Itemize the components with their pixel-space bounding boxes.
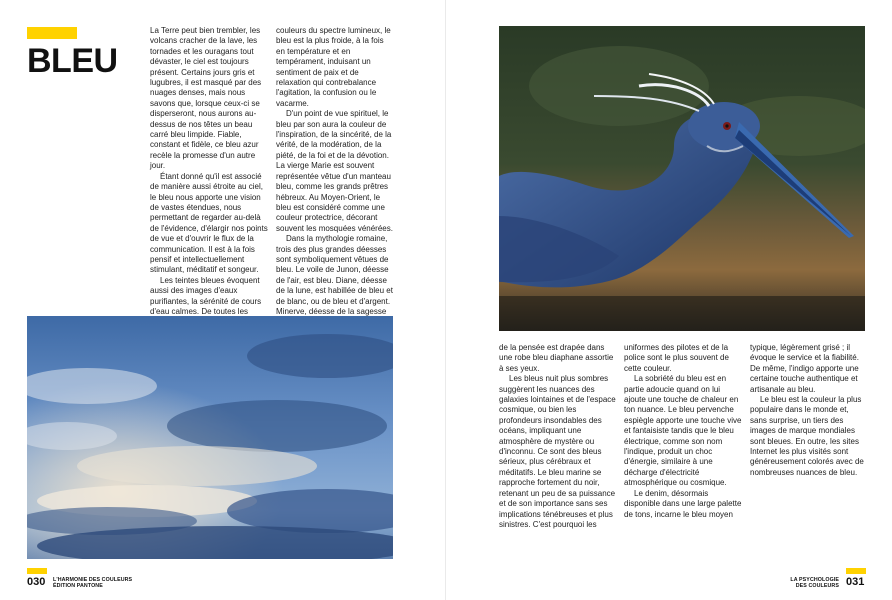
right-page <box>446 0 892 600</box>
footer-line: LA PSYCHOLOGIE <box>790 577 839 583</box>
paragraph: Étant donné qu'il est associé de manière aussi étroite au ciel, le bleu nous apporte une vision de vastes étendues, nous permettant de regarder au-delà de l'évidence, d'élargir nos points de vue et d'ouvrir le flux de la communication. Il est à la fois pensif et intellectuellement stimulant, méditatif et songeur. <box>150 171 268 275</box>
paragraph: D'un point de vue spirituel, le bleu par son aura la couleur de l'inspiration, de la sincérité, de la vérité, de la modération, de la piété, de la foi et de la dévotion. La vierge Marie est souvent représentée vêtue d'un manteau bleu, comme les grands prêtres hébreux. Au Moyen-Orient, le bleu est considéré comme une couleur protectrice, décorant souvent les mosquées vénérées. <box>276 109 393 233</box>
paragraph: uniformes des pilotes et de la police sont le plus souvent de cette couleur. <box>624 343 729 373</box>
page-number: 031 <box>846 576 865 588</box>
article-title: BLEU <box>27 42 118 80</box>
page-number: 030 <box>27 576 46 588</box>
running-footer <box>53 577 132 590</box>
text-column-4 <box>624 343 742 520</box>
text-column-2 <box>276 26 394 328</box>
paragraph: couleurs du spectre lumineux, le bleu est la plus froide, à la fois en température et en tempérament, induisant un sentiment de paix et de relaxation qui contrebalance l'agitation, la confusion ou le vacarme. <box>276 26 391 108</box>
text-column-3 <box>499 343 617 530</box>
text-column-5 <box>750 343 866 478</box>
folio-bar <box>846 568 866 574</box>
paragraph: typique, légèrement grisé ; il évoque le service et la fiabilité. De même, l'indigo apporte une certaine touche authentique et artisanale au bleu. <box>750 343 859 394</box>
paragraph: Les bleus nuit plus sombres suggèrent les nuances des galaxies lointaines et de l'espace cosmique, ou bien les profondeurs insondables des océans, impliquant une atmosphère de mystère ou d'inconnu. Ce sont des bleus sérieux, plus cérébraux et méditatifs. Le bleu marine se rapproche fortement du noir, retenant un peu de sa puissance et de son importance sans ses implications ténébreuses et plus sinistres. C'est pourquoi les <box>499 374 616 529</box>
running-footer <box>790 577 839 590</box>
footer-line: ÉDITION PANTONE <box>53 583 103 590</box>
accent-bar-top <box>27 27 77 39</box>
paragraph: de la pensée est drapée dans une robe bleu diaphane assortie à ses yeux. <box>499 343 614 373</box>
paragraph: Le bleu est la couleur la plus populaire dans le monde et, sans surprise, un tiers des images de marque mondiales sont bleues. En outre, les sites Internet les plus visités sont généreusement colorés avec de nombreuses nuances de bleu. <box>750 395 864 477</box>
paragraph: Les teintes bleues évoquent aussi des images d'eaux purifiantes, la sérénité de cours d'eau calmes. De toutes les <box>150 275 262 316</box>
paragraph: Le denim, désormais disponible dans une large palette de tons, incarne le bleu moyen <box>624 488 742 519</box>
footer-line: L'HARMONIE DES COULEURS <box>53 577 133 583</box>
folio-bar <box>27 568 47 574</box>
paragraph: La Terre peut bien trembler, les volcans cracher de la lave, les tornades et les ouragans tout dévaster, le ciel est toujours présent. Certains jours gris et lugubres, il est masqué par des nuages denses, mais nous savons que, lorsque ceux-ci se disperseront, nous aurons au-dessus de nos têtes un beau carré bleu limpide. Fiable, constant et fidèle, ce bleu azur recèle la promesse d'un autre jour. <box>150 26 262 171</box>
sky-photo <box>27 316 393 559</box>
paragraph: Dans la mythologie romaine, trois des plus grandes déesses sont symboliquement vêtues de bleu. Le voile de Junon, déesse de l'air, est bleu. Diane, déesse de la lune, est habillée de bleu et de blanc, ou de bleu et d'argent. Minerve, déesse de la sagesse <box>276 234 393 316</box>
paragraph: La sobriété du bleu est en partie adoucie quand on lui ajoute une touche de chaleur en ton nuance. Le bleu pervenche espiègle apporte une touche vive et fantaisiste tandis que le bleu électrique, comme son nom l'indique, produit un choc d'énergie, similaire à une décharge d'électricité atmosphérique ou cosmique. <box>624 374 742 488</box>
footer-line: DES COULEURS <box>795 583 839 590</box>
text-column-1 <box>150 26 268 317</box>
heron-photo <box>499 26 865 331</box>
